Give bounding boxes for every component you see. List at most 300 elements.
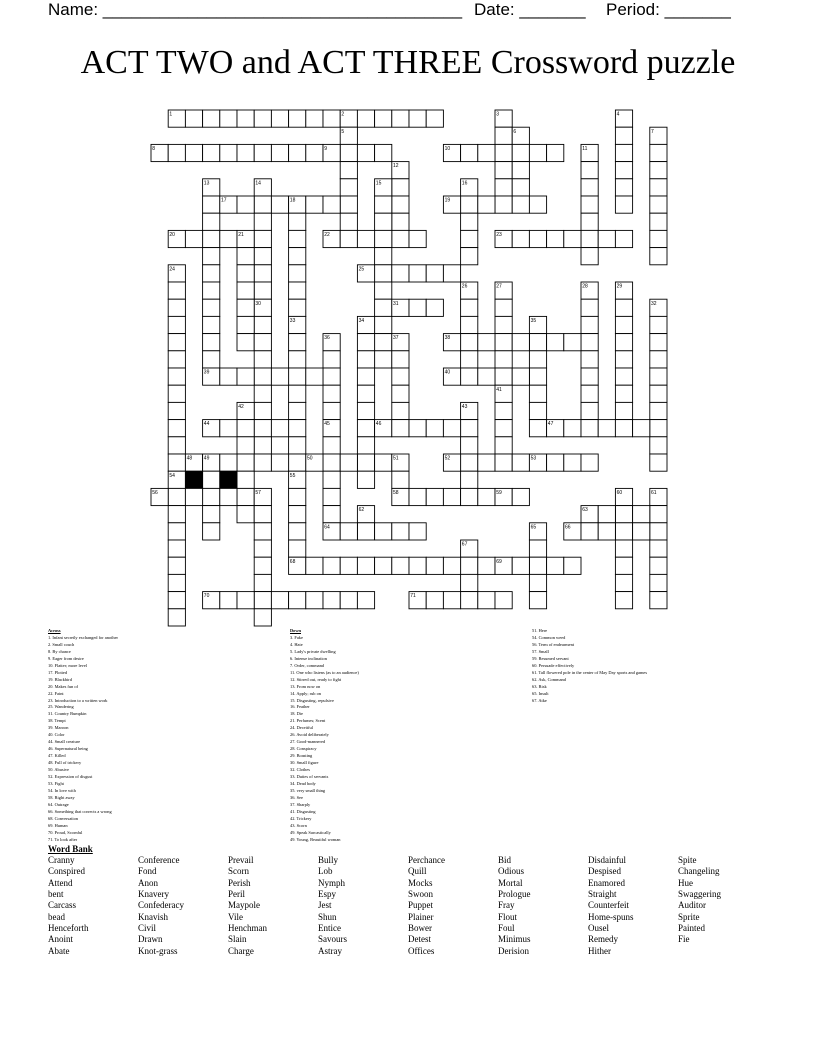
grid-cell[interactable] bbox=[203, 282, 220, 299]
grid-cell[interactable] bbox=[512, 454, 529, 471]
grid-cell[interactable] bbox=[340, 162, 357, 179]
grid-cell[interactable] bbox=[512, 162, 529, 179]
grid-cell[interactable] bbox=[168, 299, 185, 316]
grid-cell[interactable] bbox=[633, 420, 650, 437]
grid-cell[interactable] bbox=[168, 609, 185, 626]
grid-cell[interactable] bbox=[495, 420, 512, 437]
grid-cell[interactable] bbox=[615, 127, 632, 144]
grid-cell[interactable] bbox=[650, 316, 667, 333]
grid-cell[interactable] bbox=[426, 592, 443, 609]
grid-cell[interactable] bbox=[220, 488, 237, 505]
grid-cell[interactable] bbox=[409, 523, 426, 540]
grid-cell[interactable] bbox=[254, 213, 271, 230]
grid-cell[interactable] bbox=[289, 299, 306, 316]
grid-cell[interactable] bbox=[409, 299, 426, 316]
grid-cell[interactable] bbox=[203, 488, 220, 505]
grid-cell[interactable] bbox=[650, 144, 667, 161]
grid-cell[interactable] bbox=[392, 230, 409, 247]
grid-cell[interactable] bbox=[357, 592, 374, 609]
grid-cell[interactable] bbox=[581, 368, 598, 385]
grid-cell[interactable] bbox=[306, 196, 323, 213]
grid-cell[interactable] bbox=[237, 316, 254, 333]
grid-cell[interactable] bbox=[461, 437, 478, 454]
grid-cell[interactable] bbox=[237, 471, 254, 488]
grid-cell[interactable] bbox=[581, 385, 598, 402]
grid-cell[interactable] bbox=[392, 385, 409, 402]
grid-cell[interactable] bbox=[254, 506, 271, 523]
grid-cell[interactable] bbox=[323, 402, 340, 419]
grid-cell[interactable] bbox=[650, 213, 667, 230]
grid-cell[interactable] bbox=[168, 540, 185, 557]
grid-cell[interactable] bbox=[615, 368, 632, 385]
grid-cell[interactable] bbox=[306, 368, 323, 385]
grid-cell[interactable] bbox=[478, 368, 495, 385]
grid-cell[interactable] bbox=[392, 420, 409, 437]
grid-cell[interactable] bbox=[461, 334, 478, 351]
grid-cell[interactable] bbox=[426, 110, 443, 127]
grid-cell[interactable] bbox=[323, 471, 340, 488]
grid-cell[interactable] bbox=[375, 454, 392, 471]
grid-cell[interactable] bbox=[478, 454, 495, 471]
grid-cell[interactable] bbox=[461, 144, 478, 161]
grid-cell[interactable] bbox=[650, 592, 667, 609]
grid-cell[interactable] bbox=[375, 230, 392, 247]
grid-cell[interactable] bbox=[168, 368, 185, 385]
grid-cell[interactable] bbox=[203, 334, 220, 351]
grid-cell[interactable] bbox=[495, 144, 512, 161]
grid-cell[interactable] bbox=[650, 420, 667, 437]
grid-cell[interactable] bbox=[426, 420, 443, 437]
grid-cell[interactable] bbox=[203, 471, 220, 488]
grid-cell[interactable] bbox=[357, 471, 374, 488]
grid-cell[interactable] bbox=[495, 299, 512, 316]
grid-cell[interactable] bbox=[615, 351, 632, 368]
grid-cell[interactable] bbox=[168, 506, 185, 523]
grid-cell[interactable] bbox=[392, 110, 409, 127]
grid-cell[interactable] bbox=[392, 196, 409, 213]
grid-cell[interactable] bbox=[581, 248, 598, 265]
grid-cell[interactable] bbox=[581, 179, 598, 196]
grid-cell[interactable] bbox=[289, 523, 306, 540]
grid-cell[interactable] bbox=[375, 299, 392, 316]
grid-cell[interactable] bbox=[529, 592, 546, 609]
grid-cell[interactable] bbox=[581, 454, 598, 471]
grid-cell[interactable] bbox=[254, 368, 271, 385]
grid-cell[interactable] bbox=[168, 454, 185, 471]
grid-cell[interactable] bbox=[426, 488, 443, 505]
grid-cell[interactable] bbox=[495, 454, 512, 471]
grid-cell[interactable] bbox=[289, 506, 306, 523]
grid-cell[interactable] bbox=[168, 437, 185, 454]
grid-cell[interactable] bbox=[254, 196, 271, 213]
grid-cell[interactable] bbox=[254, 334, 271, 351]
grid-cell[interactable] bbox=[289, 437, 306, 454]
grid-cell[interactable] bbox=[323, 506, 340, 523]
grid-cell[interactable] bbox=[357, 351, 374, 368]
grid-cell[interactable] bbox=[495, 196, 512, 213]
grid-cell[interactable] bbox=[340, 523, 357, 540]
grid-cell[interactable] bbox=[650, 506, 667, 523]
grid-cell[interactable] bbox=[615, 385, 632, 402]
grid-cell[interactable] bbox=[168, 402, 185, 419]
grid-cell[interactable] bbox=[512, 144, 529, 161]
grid-cell[interactable] bbox=[392, 179, 409, 196]
grid-cell[interactable] bbox=[512, 230, 529, 247]
grid-cell[interactable] bbox=[426, 265, 443, 282]
grid-cell[interactable] bbox=[375, 196, 392, 213]
grid-cell[interactable] bbox=[306, 144, 323, 161]
grid-cell[interactable] bbox=[289, 488, 306, 505]
grid-cell[interactable] bbox=[323, 437, 340, 454]
grid-cell[interactable] bbox=[409, 110, 426, 127]
grid-cell[interactable] bbox=[237, 282, 254, 299]
grid-cell[interactable] bbox=[271, 144, 288, 161]
grid-cell[interactable] bbox=[409, 420, 426, 437]
grid-cell[interactable] bbox=[340, 179, 357, 196]
date-field[interactable]: Date: _______ bbox=[474, 0, 586, 19]
grid-cell[interactable] bbox=[392, 368, 409, 385]
grid-cell[interactable] bbox=[529, 144, 546, 161]
grid-cell[interactable] bbox=[340, 213, 357, 230]
grid-cell[interactable] bbox=[478, 144, 495, 161]
grid-cell[interactable] bbox=[495, 179, 512, 196]
grid-cell[interactable] bbox=[168, 282, 185, 299]
grid-cell[interactable] bbox=[254, 557, 271, 574]
grid-cell[interactable] bbox=[306, 592, 323, 609]
grid-cell[interactable] bbox=[168, 334, 185, 351]
grid-cell[interactable] bbox=[529, 351, 546, 368]
grid-cell[interactable] bbox=[289, 110, 306, 127]
grid-cell[interactable] bbox=[289, 420, 306, 437]
grid-cell[interactable] bbox=[478, 557, 495, 574]
grid-cell[interactable] bbox=[220, 368, 237, 385]
grid-cell[interactable] bbox=[357, 385, 374, 402]
grid-cell[interactable] bbox=[323, 351, 340, 368]
grid-cell[interactable] bbox=[375, 557, 392, 574]
grid-cell[interactable] bbox=[237, 506, 254, 523]
grid-cell[interactable] bbox=[254, 609, 271, 626]
grid-cell[interactable] bbox=[254, 351, 271, 368]
grid-cell[interactable] bbox=[581, 334, 598, 351]
grid-cell[interactable] bbox=[461, 471, 478, 488]
grid-cell[interactable] bbox=[185, 144, 202, 161]
grid-cell[interactable] bbox=[254, 454, 271, 471]
grid-cell[interactable] bbox=[650, 454, 667, 471]
grid-cell[interactable] bbox=[461, 592, 478, 609]
grid-cell[interactable] bbox=[409, 230, 426, 247]
grid-cell[interactable] bbox=[254, 110, 271, 127]
grid-cell[interactable] bbox=[203, 230, 220, 247]
grid-cell[interactable] bbox=[323, 110, 340, 127]
grid-cell[interactable] bbox=[615, 592, 632, 609]
grid-cell[interactable] bbox=[323, 368, 340, 385]
grid-cell[interactable] bbox=[461, 351, 478, 368]
grid-cell[interactable] bbox=[168, 557, 185, 574]
grid-cell[interactable] bbox=[461, 368, 478, 385]
grid-cell[interactable] bbox=[375, 523, 392, 540]
grid-cell[interactable] bbox=[409, 488, 426, 505]
grid-cell[interactable] bbox=[529, 230, 546, 247]
grid-cell[interactable] bbox=[254, 402, 271, 419]
grid-cell[interactable] bbox=[495, 127, 512, 144]
grid-cell[interactable] bbox=[357, 110, 374, 127]
grid-cell[interactable] bbox=[564, 230, 581, 247]
grid-cell[interactable] bbox=[598, 420, 615, 437]
grid-cell[interactable] bbox=[203, 351, 220, 368]
grid-cell[interactable] bbox=[598, 523, 615, 540]
grid-cell[interactable] bbox=[375, 213, 392, 230]
grid-cell[interactable] bbox=[392, 265, 409, 282]
grid-cell[interactable] bbox=[512, 368, 529, 385]
grid-cell[interactable] bbox=[495, 162, 512, 179]
grid-cell[interactable] bbox=[237, 265, 254, 282]
grid-cell[interactable] bbox=[650, 196, 667, 213]
grid-cell[interactable] bbox=[375, 282, 392, 299]
grid-cell[interactable] bbox=[478, 488, 495, 505]
grid-cell[interactable] bbox=[495, 316, 512, 333]
grid-cell[interactable] bbox=[220, 230, 237, 247]
grid-cell[interactable] bbox=[392, 523, 409, 540]
grid-cell[interactable] bbox=[185, 110, 202, 127]
grid-cell[interactable] bbox=[615, 334, 632, 351]
grid-cell[interactable] bbox=[529, 368, 546, 385]
grid-cell[interactable] bbox=[254, 385, 271, 402]
grid-cell[interactable] bbox=[615, 316, 632, 333]
grid-cell[interactable] bbox=[581, 196, 598, 213]
grid-cell[interactable] bbox=[443, 557, 460, 574]
grid-cell[interactable] bbox=[289, 402, 306, 419]
grid-cell[interactable] bbox=[650, 351, 667, 368]
grid-cell[interactable] bbox=[512, 557, 529, 574]
grid-cell[interactable] bbox=[203, 110, 220, 127]
grid-cell[interactable] bbox=[237, 592, 254, 609]
grid-cell[interactable] bbox=[220, 110, 237, 127]
grid-cell[interactable] bbox=[323, 488, 340, 505]
grid-cell[interactable] bbox=[357, 144, 374, 161]
grid-cell[interactable] bbox=[203, 196, 220, 213]
grid-cell[interactable] bbox=[375, 110, 392, 127]
grid-cell[interactable] bbox=[426, 299, 443, 316]
grid-cell[interactable] bbox=[615, 299, 632, 316]
grid-cell[interactable] bbox=[340, 144, 357, 161]
grid-cell[interactable] bbox=[615, 179, 632, 196]
grid-cell[interactable] bbox=[289, 230, 306, 247]
grid-cell[interactable] bbox=[237, 110, 254, 127]
grid-cell[interactable] bbox=[289, 248, 306, 265]
grid-cell[interactable] bbox=[289, 334, 306, 351]
grid-cell[interactable] bbox=[443, 420, 460, 437]
grid-cell[interactable] bbox=[581, 523, 598, 540]
grid-cell[interactable] bbox=[392, 557, 409, 574]
grid-cell[interactable] bbox=[615, 230, 632, 247]
grid-cell[interactable] bbox=[357, 454, 374, 471]
grid-cell[interactable] bbox=[254, 540, 271, 557]
grid-cell[interactable] bbox=[203, 299, 220, 316]
grid-cell[interactable] bbox=[529, 557, 546, 574]
grid-cell[interactable] bbox=[581, 230, 598, 247]
grid-cell[interactable] bbox=[547, 230, 564, 247]
grid-cell[interactable] bbox=[323, 385, 340, 402]
grid-cell[interactable] bbox=[650, 402, 667, 419]
grid-cell[interactable] bbox=[340, 557, 357, 574]
grid-cell[interactable] bbox=[615, 162, 632, 179]
grid-cell[interactable] bbox=[615, 420, 632, 437]
grid-cell[interactable] bbox=[203, 316, 220, 333]
grid-cell[interactable] bbox=[581, 351, 598, 368]
name-field[interactable]: Name: ______________________________________ bbox=[48, 0, 463, 19]
grid-cell[interactable] bbox=[168, 385, 185, 402]
grid-cell[interactable] bbox=[461, 213, 478, 230]
grid-cell[interactable] bbox=[237, 368, 254, 385]
grid-cell[interactable] bbox=[495, 334, 512, 351]
grid-cell[interactable] bbox=[461, 316, 478, 333]
grid-cell[interactable] bbox=[392, 351, 409, 368]
grid-cell[interactable] bbox=[237, 144, 254, 161]
grid-cell[interactable] bbox=[271, 196, 288, 213]
grid-cell[interactable] bbox=[598, 506, 615, 523]
grid-cell[interactable] bbox=[581, 213, 598, 230]
grid-cell[interactable] bbox=[289, 540, 306, 557]
grid-cell[interactable] bbox=[409, 557, 426, 574]
grid-cell[interactable] bbox=[254, 316, 271, 333]
grid-cell[interactable] bbox=[512, 334, 529, 351]
grid-cell[interactable] bbox=[357, 402, 374, 419]
grid-cell[interactable] bbox=[461, 230, 478, 247]
grid-cell[interactable] bbox=[461, 557, 478, 574]
grid-cell[interactable] bbox=[254, 574, 271, 591]
grid-cell[interactable] bbox=[615, 196, 632, 213]
grid-cell[interactable] bbox=[323, 196, 340, 213]
grid-cell[interactable] bbox=[478, 196, 495, 213]
grid-cell[interactable] bbox=[340, 196, 357, 213]
grid-cell[interactable] bbox=[271, 420, 288, 437]
grid-cell[interactable] bbox=[529, 540, 546, 557]
grid-cell[interactable] bbox=[323, 557, 340, 574]
grid-cell[interactable] bbox=[615, 574, 632, 591]
grid-cell[interactable] bbox=[203, 523, 220, 540]
grid-cell[interactable] bbox=[495, 402, 512, 419]
grid-cell[interactable] bbox=[289, 454, 306, 471]
period-field[interactable]: Period: _______ bbox=[606, 0, 731, 19]
grid-cell[interactable] bbox=[392, 402, 409, 419]
grid-cell[interactable] bbox=[375, 248, 392, 265]
grid-cell[interactable] bbox=[615, 402, 632, 419]
grid-cell[interactable] bbox=[650, 334, 667, 351]
grid-cell[interactable] bbox=[168, 574, 185, 591]
grid-cell[interactable] bbox=[203, 213, 220, 230]
grid-cell[interactable] bbox=[581, 402, 598, 419]
grid-cell[interactable] bbox=[254, 230, 271, 247]
grid-cell[interactable] bbox=[220, 454, 237, 471]
grid-cell[interactable] bbox=[547, 144, 564, 161]
grid-cell[interactable] bbox=[271, 110, 288, 127]
grid-cell[interactable] bbox=[289, 144, 306, 161]
grid-cell[interactable] bbox=[443, 265, 460, 282]
grid-cell[interactable] bbox=[185, 230, 202, 247]
grid-cell[interactable] bbox=[547, 454, 564, 471]
grid-cell[interactable] bbox=[203, 265, 220, 282]
grid-cell[interactable] bbox=[323, 454, 340, 471]
grid-cell[interactable] bbox=[633, 523, 650, 540]
grid-cell[interactable] bbox=[254, 420, 271, 437]
grid-cell[interactable] bbox=[237, 299, 254, 316]
grid-cell[interactable] bbox=[254, 265, 271, 282]
grid-cell[interactable] bbox=[203, 144, 220, 161]
grid-cell[interactable] bbox=[650, 385, 667, 402]
grid-cell[interactable] bbox=[168, 144, 185, 161]
grid-cell[interactable] bbox=[289, 385, 306, 402]
grid-cell[interactable] bbox=[512, 179, 529, 196]
grid-cell[interactable] bbox=[650, 248, 667, 265]
grid-cell[interactable] bbox=[598, 230, 615, 247]
grid-cell[interactable] bbox=[168, 523, 185, 540]
grid-cell[interactable] bbox=[271, 454, 288, 471]
grid-cell[interactable] bbox=[375, 144, 392, 161]
grid-cell[interactable] bbox=[168, 420, 185, 437]
grid-cell[interactable] bbox=[375, 265, 392, 282]
grid-cell[interactable] bbox=[461, 196, 478, 213]
grid-cell[interactable] bbox=[650, 540, 667, 557]
grid-cell[interactable] bbox=[461, 248, 478, 265]
grid-cell[interactable] bbox=[357, 420, 374, 437]
grid-cell[interactable] bbox=[237, 488, 254, 505]
grid-cell[interactable] bbox=[547, 334, 564, 351]
grid-cell[interactable] bbox=[357, 230, 374, 247]
grid-cell[interactable] bbox=[478, 592, 495, 609]
grid-cell[interactable] bbox=[581, 162, 598, 179]
grid-cell[interactable] bbox=[461, 420, 478, 437]
grid-cell[interactable] bbox=[529, 196, 546, 213]
grid-cell[interactable] bbox=[340, 230, 357, 247]
grid-cell[interactable] bbox=[323, 592, 340, 609]
grid-cell[interactable] bbox=[615, 506, 632, 523]
grid-cell[interactable] bbox=[650, 557, 667, 574]
grid-cell[interactable] bbox=[237, 196, 254, 213]
grid-cell[interactable] bbox=[650, 574, 667, 591]
grid-cell[interactable] bbox=[478, 334, 495, 351]
grid-cell[interactable] bbox=[529, 574, 546, 591]
grid-cell[interactable] bbox=[547, 557, 564, 574]
grid-cell[interactable] bbox=[306, 557, 323, 574]
grid-cell[interactable] bbox=[375, 316, 392, 333]
grid-cell[interactable] bbox=[650, 437, 667, 454]
grid-cell[interactable] bbox=[529, 334, 546, 351]
grid-cell[interactable] bbox=[289, 282, 306, 299]
grid-cell[interactable] bbox=[495, 437, 512, 454]
grid-cell[interactable] bbox=[168, 488, 185, 505]
grid-cell[interactable] bbox=[650, 162, 667, 179]
grid-cell[interactable] bbox=[564, 557, 581, 574]
grid-cell[interactable] bbox=[650, 368, 667, 385]
grid-cell[interactable] bbox=[357, 368, 374, 385]
grid-cell[interactable] bbox=[237, 334, 254, 351]
grid-cell[interactable] bbox=[237, 248, 254, 265]
grid-cell[interactable] bbox=[254, 282, 271, 299]
grid-cell[interactable] bbox=[203, 248, 220, 265]
grid-cell[interactable] bbox=[306, 110, 323, 127]
grid-cell[interactable] bbox=[357, 557, 374, 574]
grid-cell[interactable] bbox=[564, 334, 581, 351]
grid-cell[interactable] bbox=[289, 592, 306, 609]
grid-cell[interactable] bbox=[220, 144, 237, 161]
grid-cell[interactable] bbox=[443, 488, 460, 505]
grid-cell[interactable] bbox=[254, 248, 271, 265]
grid-cell[interactable] bbox=[426, 557, 443, 574]
grid-cell[interactable] bbox=[461, 299, 478, 316]
grid-cell[interactable] bbox=[185, 488, 202, 505]
grid-cell[interactable] bbox=[237, 454, 254, 471]
grid-cell[interactable] bbox=[340, 592, 357, 609]
